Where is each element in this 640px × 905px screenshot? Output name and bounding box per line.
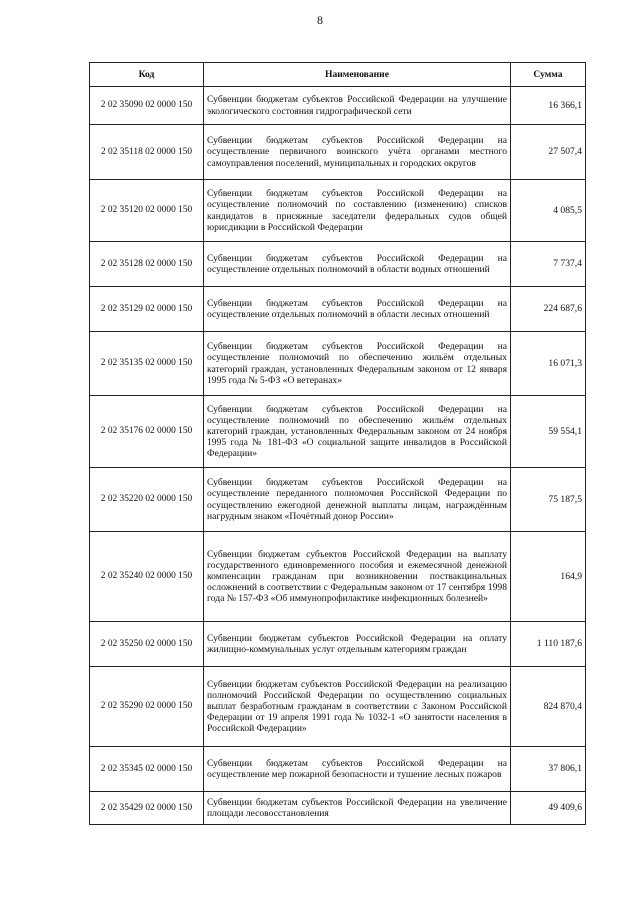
table-row — [90, 396, 586, 468]
row-sum: 164,9 — [511, 532, 586, 622]
row-name: Субвенции бюджетам субъектов Российской Федерации на улучшение экологического состояния гидрографической сети — [204, 87, 511, 125]
row-code: 2 02 35220 02 0000 150 — [90, 468, 204, 532]
row-name: Субвенции бюджетам субъектов Российской Федерации на осуществление переданного полномочия Российской Федерации по осуществлению ежегодной денежной выплаты лицам, награждённым нагрудным знаком «Почётный донор России» — [204, 468, 511, 532]
table-row — [90, 747, 586, 792]
row-name: Субвенции бюджетам субъектов Российской Федерации на осуществление полномочий по составлению (изменению) списков кандидатов в присяжные заседатели федеральных судов общей юрисдикции в Российской Федерации — [204, 180, 511, 242]
row-code: 2 02 35290 02 0000 150 — [90, 667, 204, 747]
row-sum: 4 085,5 — [511, 180, 586, 242]
row-sum: 49 409,6 — [511, 792, 586, 825]
row-code: 2 02 35176 02 0000 150 — [90, 396, 204, 468]
row-code: 2 02 35240 02 0000 150 — [90, 532, 204, 622]
row-name: Субвенции бюджетам субъектов Российской Федерации на осуществление отдельных полномочий в области лесных отношений — [204, 287, 511, 332]
table-row — [90, 87, 586, 125]
header-code: Код — [90, 63, 204, 87]
row-sum: 16 366,1 — [511, 87, 586, 125]
row-name: Субвенции бюджетам субъектов Российской Федерации на осуществление мер пожарной безопасности и тушение лесных пожаров — [204, 747, 511, 792]
row-code: 2 02 35118 02 0000 150 — [90, 125, 204, 180]
table-row — [90, 622, 586, 667]
table-row — [90, 242, 586, 287]
table-row — [90, 792, 586, 825]
row-name: Субвенции бюджетам субъектов Российской Федерации на реализацию полномочий Российской Федерации по осуществлению социальных выплат безработным гражданам в соответствии с Законом Российской Федерации от 19 апреля 1991 года № 1032-1 «О занятости населения в Российской Федерации» — [204, 667, 511, 747]
table-row — [90, 468, 586, 532]
row-name: Субвенции бюджетам субъектов Российской Федерации на осуществление первичного воинского учёта органами местного самоуправления поселений, муниципальных и городских округов — [204, 125, 511, 180]
row-code: 2 02 35090 02 0000 150 — [90, 87, 204, 125]
row-sum: 1 110 187,6 — [511, 622, 586, 667]
row-code: 2 02 35135 02 0000 150 — [90, 332, 204, 396]
subventions-table — [89, 62, 586, 825]
row-code: 2 02 35429 02 0000 150 — [90, 792, 204, 825]
table-header-row — [90, 63, 586, 87]
table-row — [90, 332, 586, 396]
row-name: Субвенции бюджетам субъектов Российской Федерации на выплату государственного единовременного пособия и ежемесячной денежной компенсации гражданам при возникновении поствакцинальных осложнений в соответствии с Федеральным законом от 17 сентября 1998 года № 157-ФЗ «Об иммунопрофилактике инфекционных болезней» — [204, 532, 511, 622]
table-row — [90, 180, 586, 242]
row-name: Субвенции бюджетам субъектов Российской Федерации на осуществление отдельных полномочий в области водных отношений — [204, 242, 511, 287]
row-code: 2 02 35250 02 0000 150 — [90, 622, 204, 667]
row-sum: 75 187,5 — [511, 468, 586, 532]
row-sum: 37 806,1 — [511, 747, 586, 792]
row-code: 2 02 35128 02 0000 150 — [90, 242, 204, 287]
row-sum: 224 687,6 — [511, 287, 586, 332]
row-code: 2 02 35345 02 0000 150 — [90, 747, 204, 792]
row-sum: 27 507,4 — [511, 125, 586, 180]
row-name: Субвенции бюджетам субъектов Российской Федерации на осуществление полномочий по обеспечению жильём отдельных категорий граждан, установленных Федеральным законом от 24 ноября 1995 года № 181-ФЗ «О социальной защите инвалидов в Российской Федерации» — [204, 396, 511, 468]
row-code: 2 02 35129 02 0000 150 — [90, 287, 204, 332]
header-name: Наименование — [204, 63, 511, 87]
table-row — [90, 667, 586, 747]
row-name: Субвенции бюджетам субъектов Российской Федерации на увеличение площади лесовосстановления — [204, 792, 511, 825]
page-number: 8 — [317, 13, 323, 27]
row-name: Субвенции бюджетам субъектов Российской Федерации на осуществление полномочий по обеспечению жильём отдельных категорий граждан, установленных Федеральным законом от 12 января 1995 года № 5-ФЗ «О ветеранах» — [204, 332, 511, 396]
table-row — [90, 532, 586, 622]
row-sum: 16 071,3 — [511, 332, 586, 396]
row-sum: 59 554,1 — [511, 396, 586, 468]
row-sum: 7 737,4 — [511, 242, 586, 287]
header-sum: Сумма — [511, 63, 586, 87]
row-name: Субвенции бюджетам субъектов Российской Федерации на оплату жилищно-коммунальных услуг отдельным категориям граждан — [204, 622, 511, 667]
row-sum: 824 870,4 — [511, 667, 586, 747]
table-row — [90, 125, 586, 180]
row-code: 2 02 35120 02 0000 150 — [90, 180, 204, 242]
table-row — [90, 287, 586, 332]
